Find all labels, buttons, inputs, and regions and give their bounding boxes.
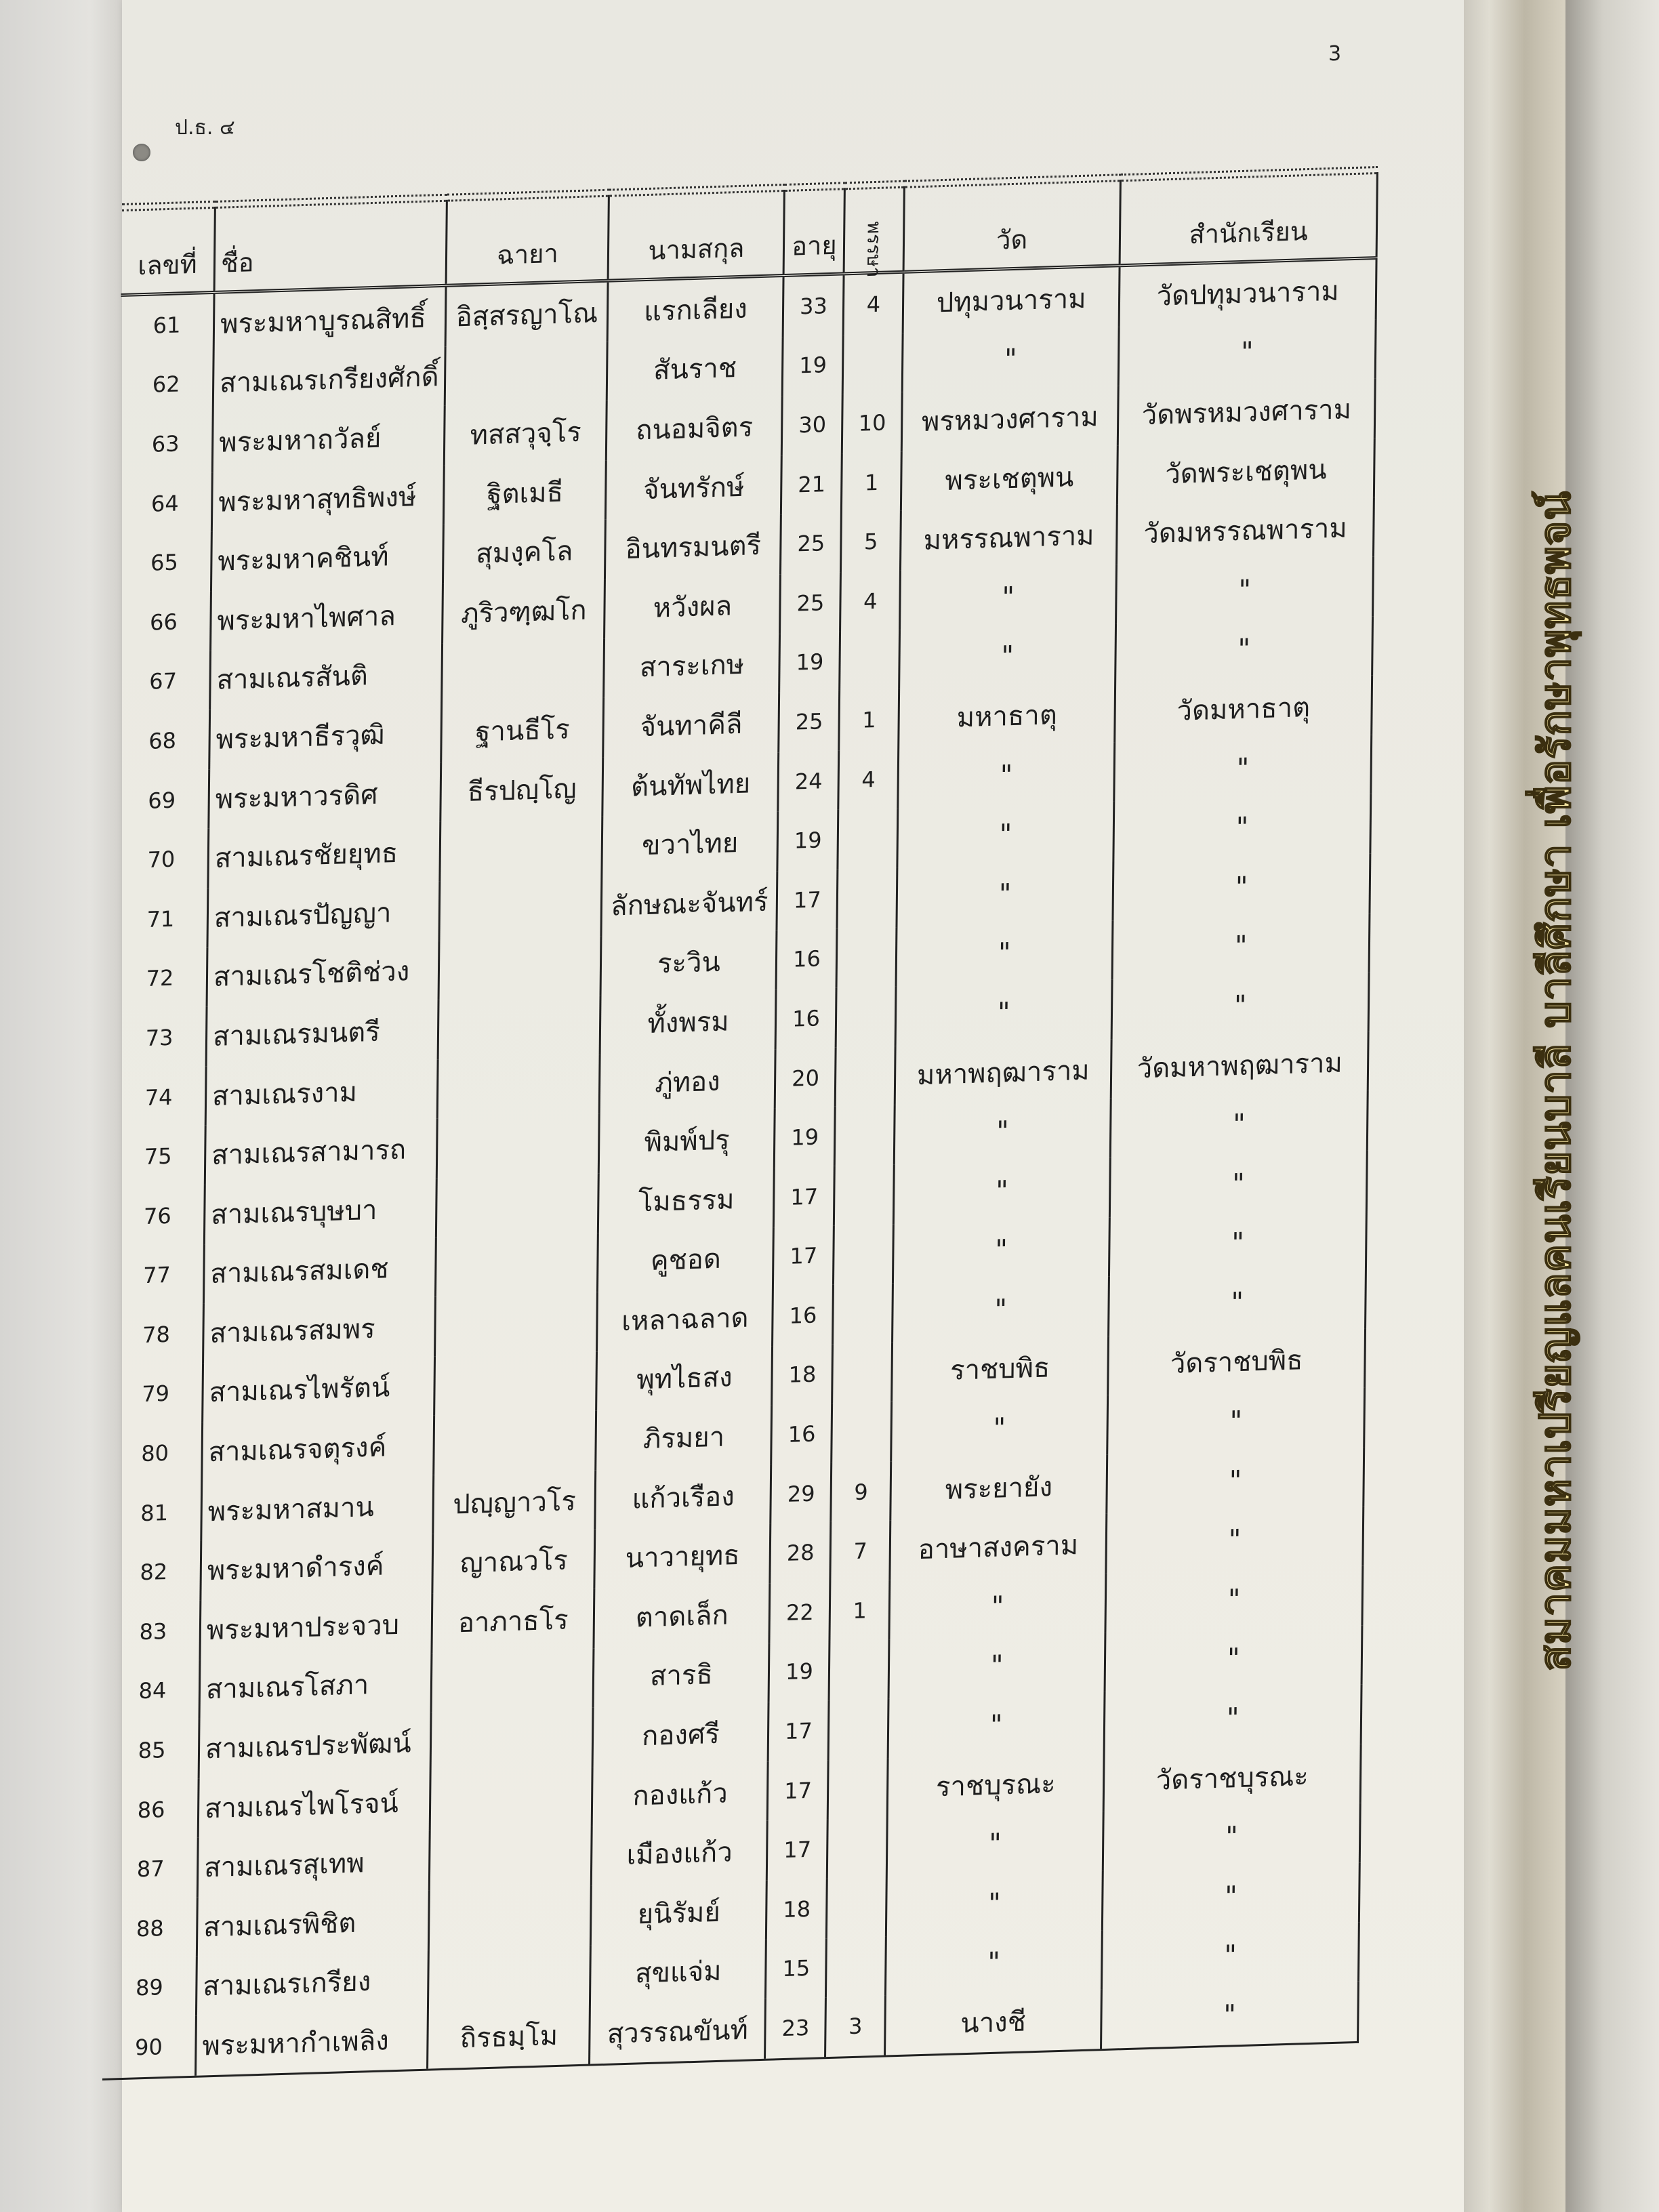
- cell-age: 17: [768, 1760, 829, 1821]
- cell-grade: [829, 1639, 889, 1700]
- cell-temple: ": [900, 564, 1117, 630]
- header-surname: นามสกุล: [609, 190, 785, 281]
- cell-monastic-name: [438, 1054, 600, 1119]
- cell-name: สามเณรสันติ: [210, 644, 443, 710]
- cell-no: 86: [137, 1796, 165, 1823]
- cell-no: 83: [139, 1618, 167, 1645]
- cell-school: วัดราชบุรณะ: [1103, 1744, 1361, 1811]
- cell-no: 79: [142, 1380, 170, 1408]
- cell-grade: 10: [842, 392, 903, 453]
- cell-school: ": [1115, 616, 1373, 683]
- cell-no: 62: [152, 371, 180, 398]
- cell-grade: [836, 1046, 896, 1107]
- cell-name: สามเณรเกรียงศักดิ์: [213, 346, 445, 413]
- cell-grade: [843, 333, 903, 394]
- cell-name: พระมหาไพศาล: [211, 584, 443, 651]
- header-monastic-name: ฉายา: [447, 196, 609, 285]
- cell-name: สามเณรสมพร: [203, 1296, 436, 1363]
- cell-monastic-name: ปญฺญาวโร: [433, 1470, 596, 1534]
- cell-age: 23: [765, 1997, 826, 2060]
- cell-temple: พระยายัง: [890, 1455, 1107, 1521]
- cell-age: 24: [778, 750, 839, 811]
- cell-age: 21: [781, 453, 842, 514]
- cell-grade: [827, 1877, 887, 1938]
- watermark-text: สมาคมมหาเปรียญแลคนเรียนบาลี บาลีศึกษา เพื่อรักษาพุทธพจน์: [1530, 491, 1580, 1671]
- cell-school: ": [1118, 319, 1376, 386]
- cell-age: 25: [780, 572, 841, 633]
- cell-no: 80: [141, 1440, 169, 1467]
- cell-no: 63: [151, 430, 180, 457]
- cell-name: สามเณรเกรียง: [196, 1950, 428, 2016]
- cell-name: สามเณรโสภา: [199, 1653, 432, 1719]
- cell-name: สามเณรสุเทพ: [197, 1831, 430, 1898]
- cell-temple: ": [899, 623, 1116, 689]
- results-table-wrapper: [102, 166, 1378, 2081]
- cell-monastic-name: [431, 1708, 594, 1772]
- cell-school: ": [1107, 1388, 1365, 1455]
- cell-school: ": [1113, 794, 1371, 861]
- cell-name: พระมหาวรดิศ: [209, 762, 441, 829]
- cell-grade: 1: [839, 689, 899, 750]
- cell-temple: ราชบพิธ: [892, 1336, 1109, 1401]
- cell-surname: จันทาคีลี: [603, 693, 779, 757]
- cell-age: 33: [783, 274, 844, 337]
- cell-grade: [836, 986, 897, 1047]
- cell-surname: สาระเกษ: [604, 634, 780, 698]
- cell-surname: ภิรมยา: [596, 1406, 772, 1470]
- cell-school: วัดปทุมวนาราม: [1119, 258, 1376, 327]
- cell-no: 77: [142, 1262, 171, 1289]
- cell-school: วัดราชบพิธ: [1108, 1328, 1366, 1395]
- cell-no: 65: [150, 549, 178, 576]
- cell-school: ": [1104, 1685, 1361, 1752]
- cell-name: พระมหาสมาน: [201, 1475, 434, 1541]
- cell-surname: พุทไธสง: [596, 1346, 773, 1410]
- cell-grade: 5: [841, 511, 901, 572]
- cell-surname: สารธิ: [593, 1643, 769, 1707]
- cell-monastic-name: [440, 817, 602, 881]
- cell-temple: ": [888, 1692, 1105, 1758]
- cell-temple: ราชบุรณะ: [887, 1752, 1104, 1818]
- cell-name: พระมหาคชินท์: [211, 525, 443, 591]
- cell-monastic-name: [428, 1945, 591, 2009]
- cell-monastic-name: ทสสวุจฺโร: [445, 401, 607, 466]
- cell-school: ": [1112, 913, 1370, 980]
- cell-temple: ": [891, 1395, 1108, 1461]
- cell-surname: อินทรมนตรี: [605, 515, 781, 579]
- cell-age: 15: [766, 1938, 827, 1999]
- cell-no: 76: [143, 1202, 171, 1229]
- cell-no: 64: [150, 490, 179, 517]
- cell-temple: ": [894, 1158, 1111, 1224]
- cell-school: วัดมหาพฤฒาราม: [1111, 1031, 1368, 1099]
- cell-age: 20: [775, 1047, 836, 1108]
- cell-surname: โมธรรม: [598, 1168, 775, 1232]
- cell-monastic-name: [434, 1411, 596, 1475]
- cell-monastic-name: ธีรปญฺโญ: [441, 758, 603, 822]
- cell-no: 70: [147, 846, 176, 874]
- cell-surname: สันราช: [607, 337, 783, 401]
- cell-grade: 1: [842, 452, 902, 513]
- header-grade-label: พรรษา: [863, 221, 886, 278]
- cell-no: 89: [135, 1974, 163, 2001]
- cell-grade: [835, 1105, 895, 1166]
- cell-name: พระมหาสุทธิพงษ์: [211, 466, 444, 532]
- cell-temple: ": [897, 802, 1114, 867]
- cell-surname: กองศรี: [593, 1702, 769, 1767]
- cell-grade: [834, 1224, 894, 1285]
- cell-temple: พระเชตุพน: [901, 445, 1118, 511]
- cell-temple: มหาธาตุ: [899, 683, 1115, 749]
- cell-temple: ": [893, 1277, 1109, 1343]
- cell-school: ": [1103, 1863, 1360, 1930]
- cell-monastic-name: อิสฺสรญาโณ: [446, 281, 609, 346]
- cell-monastic-name: [439, 876, 602, 941]
- cell-monastic-name: [438, 995, 601, 1059]
- cell-age: 16: [773, 1285, 834, 1346]
- header-temple: วัด: [903, 181, 1120, 272]
- cell-no: 87: [136, 1856, 165, 1883]
- cell-monastic-name: ฐานธีโร: [441, 698, 604, 762]
- cell-temple: ": [886, 1930, 1103, 1996]
- cell-surname: เมืองแก้ว: [592, 1821, 768, 1885]
- cell-name: สามเณรพิชิต: [197, 1891, 429, 1957]
- cell-age: 17: [777, 869, 838, 930]
- cell-monastic-name: [445, 342, 608, 406]
- cell-name: พระมหากำเพลิง: [196, 2009, 428, 2076]
- cell-school: ": [1113, 853, 1370, 920]
- cell-no: 78: [142, 1321, 171, 1349]
- cell-grade: [829, 1699, 889, 1760]
- cell-temple: ": [895, 980, 1112, 1046]
- cell-name: สามเณรบุษบา: [204, 1178, 436, 1244]
- cell-grade: 4: [838, 749, 899, 810]
- cell-age: 25: [781, 513, 842, 574]
- cell-no: 71: [146, 905, 175, 933]
- cell-surname: ตาดเล็ก: [594, 1584, 770, 1648]
- cell-no: 68: [148, 727, 177, 754]
- cell-temple: ": [893, 1217, 1110, 1283]
- cell-name: พระมหาประจวบ: [200, 1593, 432, 1660]
- form-code: ป.ธ. ๔: [175, 116, 235, 140]
- cell-age: 16: [776, 988, 837, 1049]
- cell-age: 16: [771, 1404, 832, 1465]
- cell-no: 81: [140, 1499, 169, 1526]
- cell-no: 84: [138, 1677, 167, 1704]
- cell-no: 69: [148, 787, 176, 814]
- cell-school: วัดมหรรณพาราม: [1117, 497, 1374, 565]
- cell-age: 19: [775, 1107, 836, 1168]
- cell-monastic-name: อาภาธโร: [432, 1589, 594, 1653]
- results-table: [102, 166, 1378, 2081]
- cell-grade: [833, 1283, 893, 1344]
- cell-name: พระมหาดำรงค์: [201, 1534, 433, 1601]
- punch-hole: [133, 144, 150, 161]
- cell-name: สามเณรจตุรงค์: [202, 1416, 434, 1482]
- cell-temple: ": [897, 861, 1113, 927]
- cell-age: 19: [783, 335, 844, 396]
- table-body: [102, 258, 1376, 2080]
- cell-surname: ขวาไทย: [602, 812, 778, 876]
- header-school: สำนักเรียน: [1120, 173, 1377, 266]
- cell-school: ": [1111, 972, 1369, 1040]
- cell-surname: แรกเลียง: [608, 276, 784, 342]
- cell-age: 22: [769, 1582, 830, 1643]
- cell-surname: สุวรรณขันท์: [590, 1999, 766, 2065]
- cell-age: 19: [777, 810, 838, 871]
- cell-grade: 4: [844, 272, 904, 335]
- cell-temple: นางชี: [885, 1989, 1102, 2056]
- cell-surname: ภู่ทอง: [600, 1049, 776, 1113]
- cell-no: 75: [144, 1143, 172, 1170]
- cell-no: 85: [138, 1737, 166, 1764]
- cell-name: พระมหาธีรวุฒิ: [209, 703, 442, 769]
- cell-grade: 4: [840, 571, 901, 632]
- cell-age: 17: [773, 1225, 834, 1286]
- cell-temple: ": [902, 327, 1119, 392]
- cell-temple: ": [886, 1870, 1103, 1936]
- cell-grade: [828, 1758, 888, 1819]
- cell-school: ": [1107, 1447, 1364, 1514]
- cell-surname: ยุนิรัมย์: [591, 1881, 767, 1945]
- cell-monastic-name: [429, 1885, 592, 1950]
- cell-surname: สุขแจ่ม: [590, 1940, 766, 2004]
- cell-name: สามเณรปัญญา: [207, 881, 440, 947]
- cell-grade: [832, 1343, 893, 1404]
- cell-temple: มหรรณพาราม: [901, 505, 1118, 571]
- cell-temple: มหาพฤฒาราม: [895, 1039, 1111, 1105]
- cell-monastic-name: ภูริวฑฺฒโก: [443, 579, 605, 644]
- cell-no: 73: [145, 1024, 173, 1051]
- cell-temple: ": [886, 1811, 1103, 1877]
- cell-temple: ": [896, 920, 1113, 986]
- cell-age: 18: [772, 1345, 833, 1406]
- cell-grade: [837, 867, 897, 928]
- cell-name: พระมหาบูรณสิทธิ์: [213, 285, 446, 353]
- cell-school: ": [1110, 1150, 1368, 1217]
- cell-monastic-name: ญาณวโร: [432, 1530, 595, 1594]
- cell-name: สามเณรไพโรจน์: [198, 1771, 430, 1838]
- cell-age: 19: [779, 632, 840, 693]
- cell-monastic-name: [436, 1233, 598, 1297]
- cell-surname: ระวิน: [600, 930, 777, 995]
- cell-grade: [840, 630, 900, 691]
- cell-age: 28: [770, 1522, 831, 1583]
- cell-name: สามเณรสมเดช: [203, 1237, 436, 1304]
- cell-monastic-name: [431, 1648, 594, 1713]
- cell-school: ": [1106, 1507, 1364, 1574]
- cell-school: ": [1101, 1982, 1359, 2049]
- cell-grade: [827, 1818, 888, 1879]
- page-number: 3: [1328, 42, 1342, 66]
- cell-surname: หวังผล: [605, 574, 781, 638]
- header-no: เลขที่: [121, 207, 216, 295]
- cell-surname: จันทรักษ์: [606, 455, 782, 520]
- cell-monastic-name: [430, 1767, 593, 1831]
- cell-school: ": [1103, 1803, 1360, 1870]
- cell-age: 18: [766, 1879, 827, 1940]
- cell-grade: [832, 1402, 892, 1463]
- cell-grade: [838, 808, 898, 869]
- cell-monastic-name: [442, 638, 605, 703]
- cell-name: สามเณรชัยยุทธ: [208, 821, 441, 888]
- cell-no: 90: [102, 2016, 196, 2079]
- cell-monastic-name: [430, 1826, 592, 1891]
- cell-name: สามเณรประพัฒน์: [199, 1713, 431, 1779]
- cell-name: สามเณรสามารถ: [205, 1118, 437, 1185]
- cell-name: พระมหาถวัลย์: [212, 406, 445, 472]
- cell-grade: [826, 1936, 886, 1997]
- cell-monastic-name: [436, 1173, 599, 1237]
- cell-school: วัดพรหมวงศาราม: [1118, 378, 1375, 445]
- cell-surname: ทั้งพรม: [600, 989, 777, 1054]
- cell-no: 82: [140, 1559, 168, 1586]
- cell-monastic-name: [434, 1351, 597, 1416]
- cell-school: ": [1110, 1091, 1368, 1158]
- cell-monastic-name: สุมงฺคโล: [443, 520, 606, 584]
- cell-no: 88: [136, 1914, 164, 1942]
- cell-monastic-name: [435, 1292, 598, 1356]
- cell-surname: แก้วเรือง: [595, 1465, 771, 1529]
- cell-no: 61: [152, 312, 181, 339]
- cell-surname: พิมพ์ปรุ: [599, 1109, 775, 1173]
- cell-age: 19: [769, 1641, 830, 1702]
- header-age: อายุ: [784, 189, 845, 276]
- cell-no: 74: [144, 1084, 173, 1111]
- cell-age: 17: [769, 1700, 830, 1761]
- header-grade: [844, 187, 905, 278]
- cell-monastic-name: ฐิตเมธี: [444, 461, 607, 525]
- cell-temple: ": [894, 1099, 1111, 1164]
- cell-age: 29: [771, 1463, 832, 1524]
- cell-no: 66: [149, 609, 178, 636]
- cell-school: ": [1114, 735, 1372, 802]
- watermark: [1515, 454, 1596, 1708]
- cell-surname: นาวายุทธ: [594, 1524, 771, 1589]
- cell-surname: เหลาฉลาด: [597, 1287, 773, 1351]
- cell-grade: [836, 927, 897, 988]
- cell-school: ": [1109, 1269, 1366, 1336]
- cell-age: 17: [774, 1166, 835, 1227]
- cell-age: 16: [776, 928, 837, 989]
- cell-temple: พรหมวงศาราม: [901, 386, 1118, 452]
- cell-name: สามเณรมนตรี: [206, 1000, 438, 1066]
- cell-surname: คูชอด: [598, 1227, 774, 1292]
- cell-surname: ต้นทัพไทย: [602, 752, 779, 817]
- cell-monastic-name: [437, 1113, 600, 1178]
- cell-school: ": [1105, 1566, 1363, 1633]
- cell-grade: 9: [831, 1461, 891, 1522]
- cell-monastic-name: [438, 936, 601, 1000]
- cell-grade: 1: [830, 1580, 890, 1641]
- cell-temple: ": [898, 742, 1115, 808]
- cell-school: ": [1116, 556, 1374, 623]
- cell-school: วัดมหาธาตุ: [1115, 675, 1372, 742]
- cell-no: 67: [149, 668, 178, 695]
- cell-grade: 3: [825, 1996, 886, 2058]
- cell-surname: ลักษณะจันทร์: [601, 871, 777, 935]
- cell-school: ": [1109, 1210, 1367, 1277]
- header-name: ชื่อ: [214, 201, 447, 292]
- cell-age: 25: [779, 691, 840, 752]
- cell-temple: ": [889, 1574, 1106, 1639]
- cell-name: สามเณรงาม: [205, 1059, 438, 1126]
- cell-temple: อาษาสงคราม: [890, 1514, 1107, 1580]
- cell-school: ": [1102, 1922, 1359, 1989]
- cell-surname: กองแก้ว: [592, 1762, 769, 1826]
- cell-age: 17: [767, 1820, 828, 1881]
- cell-name: สามเณรไพรัตน์: [203, 1356, 435, 1422]
- cell-monastic-name: ถิรธมฺโม: [428, 2005, 590, 2070]
- cell-school: ": [1105, 1625, 1362, 1692]
- cell-surname: ถนอมจิตร: [607, 396, 783, 460]
- cell-temple: ": [888, 1633, 1105, 1699]
- cell-no: 72: [146, 965, 174, 992]
- cell-temple: ปทุมวนาราม: [903, 266, 1120, 333]
- cell-school: วัดพระเชตุพน: [1118, 438, 1375, 505]
- cell-grade: [834, 1164, 895, 1225]
- cell-age: 30: [782, 394, 843, 455]
- cell-grade: 7: [830, 1521, 890, 1582]
- cell-name: สามเณรโชติช่วง: [207, 941, 439, 1007]
